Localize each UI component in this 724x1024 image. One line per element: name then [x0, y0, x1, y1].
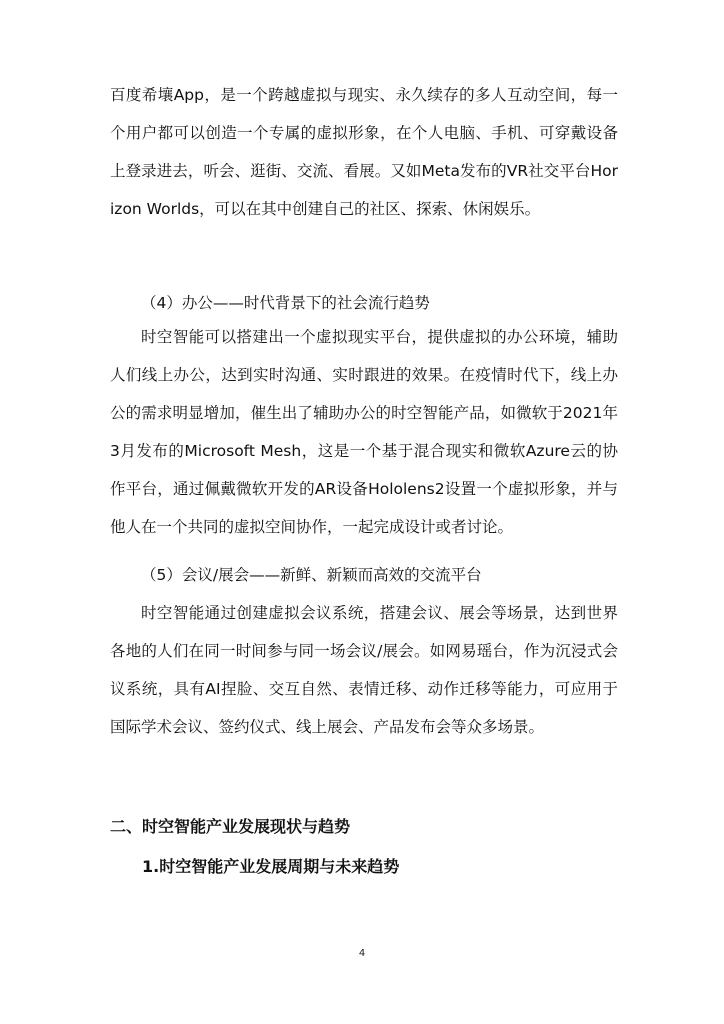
paragraph-office: 时空智能可以搭建出一个虚拟现实平台，提供虚拟的办公环境，辅助人们线上办公，达到实时沟通、实时跟进的效果。在疫情时代下，线上办公的需求明显增加，催生出了辅助办公的时空智能产品，如微软于2021年3月发布的Microsoft Mesh，这是一个基于混合现实和微软Azure云的协作平台，通过佩戴微软开发的AR设备Hololens2设置一个虚拟形象，并与他人在一个共同的虚拟空间协作，一起完成设计或者讨论。	[110, 328, 618, 536]
page-number: 4	[358, 948, 366, 959]
subheading-meeting: （5）会议/展会——新鲜、新颖而高效的交流平台	[141, 566, 482, 584]
paragraph-meeting: 时空智能通过创建虚拟会议系统，搭建会议、展会等场景，达到世界各地的人们在同一时间参与同一场会议/展会。如网易瑶台，作为沉浸式会议系统，具有AI捏脸、交互自然、表情迁移、动作迁移等能力，可应用于国际学术会议、签约仪式、线上展会、产品发布会等众多场景。	[110, 604, 618, 736]
subsection-heading: 1.时空智能产业发展周期与未来趋势	[142, 857, 400, 876]
paragraph-continued: 百度希壤App，是一个跨越虚拟与现实、永久续存的多人互动空间，每一个用户都可以创造一个专属的虚拟形象，在个人电脑、手机、可穿戴设备上登录进去，听会、逛街、交流、看展。又如Meta发布的VR社交平台Horizon Worlds，可以在其中创建自己的社区、探索、休闲娱乐。	[110, 86, 618, 218]
section-heading: 二、时空智能产业发展现状与趋势	[110, 817, 351, 836]
subheading-office: （4）办公——时代背景下的社会流行趋势	[141, 294, 430, 312]
